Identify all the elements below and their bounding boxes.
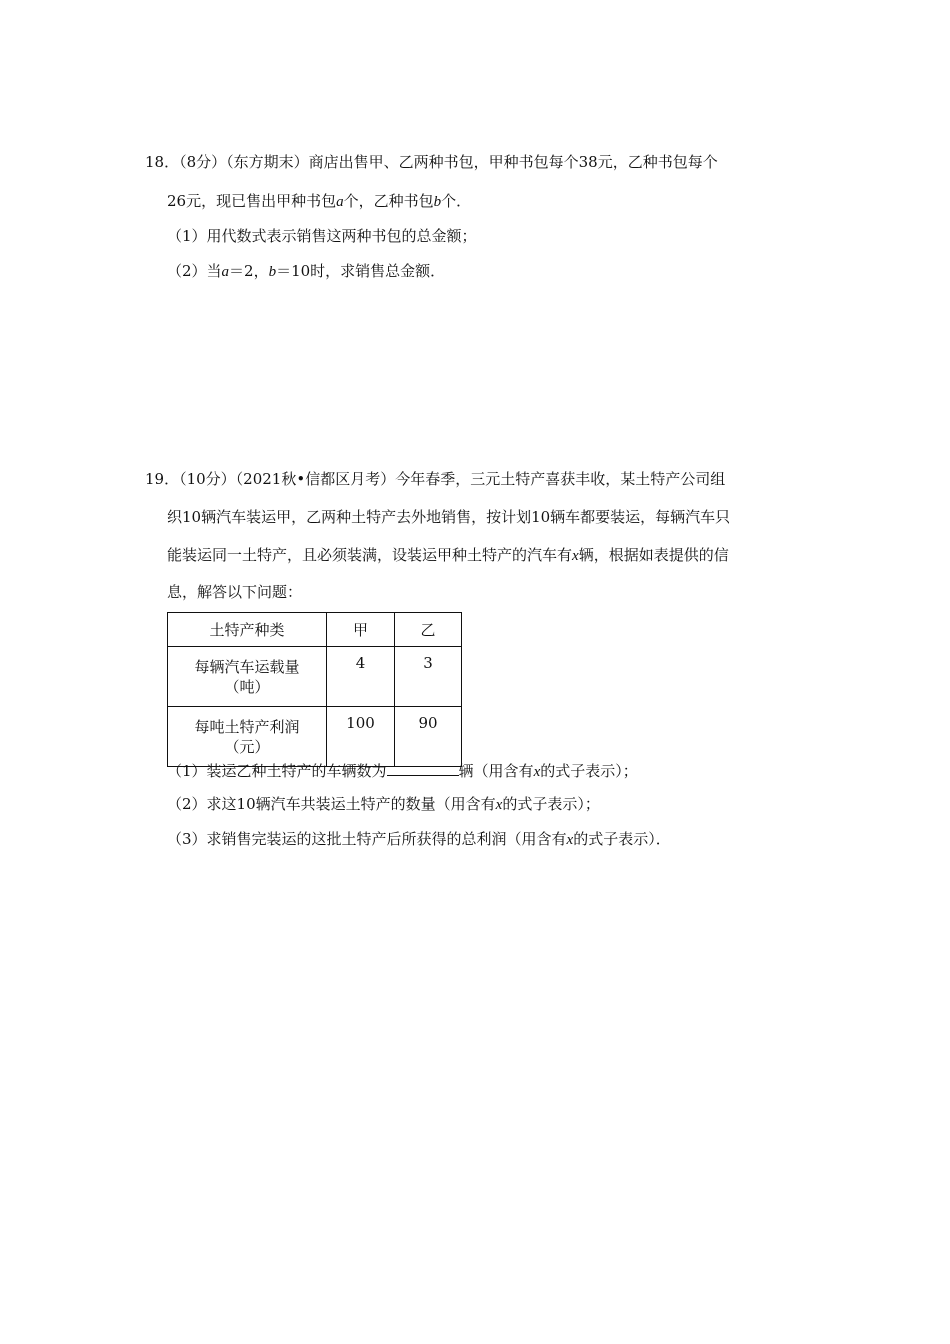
table-row bbox=[168, 647, 462, 707]
specialty-table bbox=[167, 612, 462, 767]
q19-line4: 息，解答以下问题： bbox=[167, 583, 303, 601]
table-row-label bbox=[168, 707, 327, 767]
table-header-cell: 乙 bbox=[395, 613, 462, 647]
q18-part2 bbox=[167, 261, 445, 282]
q19-part1-pre: （1）装运乙种土特产的车辆数为 bbox=[167, 762, 387, 780]
q19-part2-pre: （2）求这10辆汽车共装运土特产的数量（用含有 bbox=[167, 795, 496, 813]
var-a: a bbox=[221, 264, 230, 280]
var-x: x bbox=[566, 832, 574, 848]
q19-part1 bbox=[167, 759, 638, 782]
q19-part3 bbox=[167, 829, 671, 850]
q18-line2 bbox=[167, 191, 471, 212]
var-x: x bbox=[533, 764, 541, 780]
label-line: 每辆汽车运载量 bbox=[194, 657, 300, 676]
answer-blank[interactable] bbox=[387, 759, 459, 776]
var-x: x bbox=[572, 548, 579, 564]
q18-part2-mid: ＝2， bbox=[229, 262, 269, 280]
q19-line3-post: 辆，根据如表提供的信 bbox=[578, 546, 729, 564]
q19-part2-end: 的式子表示）； bbox=[502, 795, 600, 813]
q18-part2-post: ＝10时，求销售总金额． bbox=[276, 262, 446, 280]
table-cell: 4 bbox=[327, 647, 395, 707]
q19-line3 bbox=[167, 545, 729, 566]
label-unit: （元） bbox=[224, 737, 270, 756]
q19-part3-end: 的式子表示）． bbox=[573, 830, 671, 848]
q18-line2-pre: 26元，现已售出甲种书包 bbox=[167, 192, 337, 210]
label-line: 每吨土特产利润 bbox=[194, 717, 300, 736]
table-cell: 90 bbox=[395, 707, 462, 767]
q19-part1-post: 辆（用含有 bbox=[458, 762, 534, 780]
q19-part3-pre: （3）求销售完装运的这批土特产后所获得的总利润（用含有 bbox=[167, 830, 567, 848]
var-x: x bbox=[495, 797, 503, 813]
q18-part1: （1）用代数式表示销售这两种书包的总金额； bbox=[167, 227, 477, 245]
q19-part2 bbox=[167, 794, 600, 815]
q19-line1: 19．（10分）（2021秋•信都区月考）今年春季，三元土特产喜获丰收，某土特产公司组 bbox=[145, 470, 726, 488]
q19-line2: 织10辆汽车装运甲，乙两种土特产去外地销售，按计划10辆车都要装运，每辆汽车只 bbox=[167, 508, 731, 526]
table-cell: 3 bbox=[395, 647, 462, 707]
var-a: a bbox=[336, 194, 344, 210]
q18-line1: 18．（8分）（东方期末）商店出售甲、乙两种书包，甲种书包每个38元，乙种书包每个 bbox=[145, 153, 718, 171]
q19-part1-end: 的式子表示）； bbox=[540, 762, 638, 780]
q18-line2-post: 个． bbox=[441, 192, 472, 210]
label-unit: （吨） bbox=[224, 677, 270, 696]
table-row bbox=[168, 707, 462, 767]
table-cell: 100 bbox=[327, 707, 395, 767]
var-b: b bbox=[433, 194, 442, 210]
table-header-row bbox=[168, 613, 462, 647]
q19-line3-pre: 能装运同一土特产，且必须装满，设装运甲种土特产的汽车有 bbox=[167, 546, 573, 564]
table-header-cell: 土特产种类 bbox=[168, 613, 327, 647]
table-row-label bbox=[168, 647, 327, 707]
var-b: b bbox=[268, 264, 277, 280]
q18-line2-mid: 个，乙种书包 bbox=[343, 192, 434, 210]
table-header-cell: 甲 bbox=[327, 613, 395, 647]
q18-part2-pre: （2）当 bbox=[167, 262, 222, 280]
